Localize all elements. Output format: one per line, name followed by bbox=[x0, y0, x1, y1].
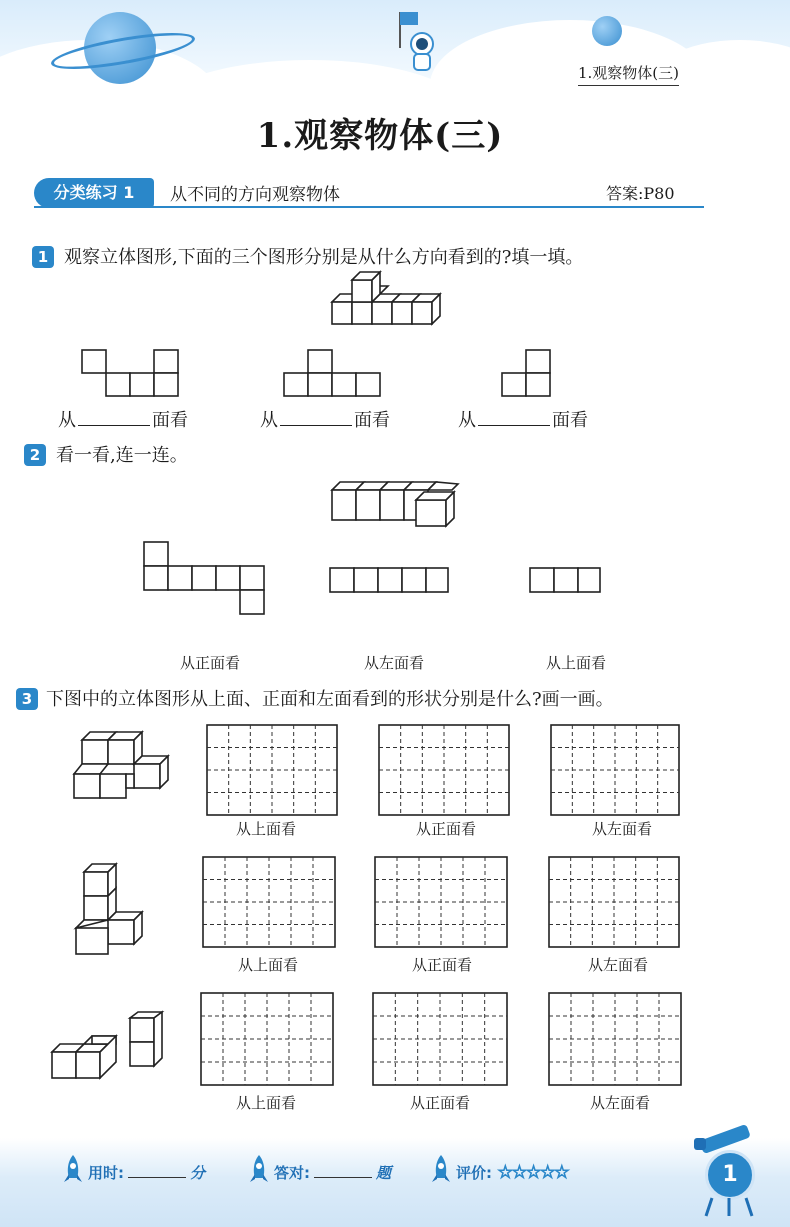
q1-blank-prefix: 从 bbox=[458, 410, 476, 431]
question-1-text: 观察立体图形,下面的三个图形分别是从什么方向看到的?填一填。 bbox=[64, 247, 584, 268]
q3-caption-top: 从上面看 bbox=[235, 820, 296, 838]
rating-label: 评价: bbox=[456, 1164, 492, 1182]
drawing-grid-row2-front[interactable] bbox=[374, 856, 508, 948]
question-number-3: 3 bbox=[16, 688, 38, 710]
q1-view-a bbox=[80, 348, 180, 396]
corner-title: 1.观察物体(三) bbox=[578, 62, 679, 86]
q3-caption-left: 从左面看 bbox=[589, 1094, 650, 1112]
rocket-icon bbox=[430, 1154, 452, 1184]
q1-view-b bbox=[284, 348, 380, 396]
drawing-grid-row3-left[interactable] bbox=[548, 992, 682, 1086]
q3-caption-left: 从左面看 bbox=[587, 956, 648, 974]
correct-label: 答对: bbox=[274, 1164, 310, 1182]
q3-solid-3 bbox=[50, 1010, 170, 1082]
q3-solid-1 bbox=[72, 730, 172, 800]
time-input[interactable] bbox=[128, 1177, 186, 1178]
q1-blank-suffix: 面看 bbox=[552, 410, 588, 431]
q3-caption-top: 从上面看 bbox=[235, 1094, 296, 1112]
q3-caption-left: 从左面看 bbox=[591, 820, 652, 838]
q1-blank-prefix: 从 bbox=[260, 410, 278, 431]
q3-solid-2 bbox=[74, 860, 146, 956]
answer-blank[interactable] bbox=[78, 411, 150, 426]
page-title: 1.观察物体(三) bbox=[256, 116, 504, 156]
q2-view-a bbox=[144, 542, 266, 614]
footer-time[interactable] bbox=[88, 1162, 205, 1183]
question-2-text: 看一看,连一连。 bbox=[56, 445, 188, 466]
time-label: 用时: bbox=[88, 1164, 124, 1182]
drawing-grid-row1-left[interactable] bbox=[550, 724, 680, 816]
q1-blank-c[interactable] bbox=[458, 406, 588, 432]
q1-solid-figure bbox=[330, 278, 442, 338]
question-number-2: 2 bbox=[24, 444, 46, 466]
header-band bbox=[0, 0, 790, 120]
q2-view-b bbox=[330, 568, 450, 594]
q2-label-left: 从左面看 bbox=[363, 654, 424, 672]
rocket-icon bbox=[62, 1154, 84, 1184]
q1-blank-suffix: 面看 bbox=[354, 410, 390, 431]
footer-rating bbox=[456, 1162, 568, 1183]
drawing-grid-row3-front[interactable] bbox=[372, 992, 508, 1086]
section-badge: 分类练习 1 bbox=[34, 178, 154, 208]
drawing-grid-row1-front[interactable] bbox=[378, 724, 510, 816]
answer-blank[interactable] bbox=[280, 411, 352, 426]
q3-caption-front: 从正面看 bbox=[411, 956, 472, 974]
answer-reference: 答案:P80 bbox=[606, 184, 675, 203]
page-number: 1 bbox=[705, 1150, 755, 1200]
q1-blank-b[interactable] bbox=[260, 406, 390, 432]
q2-label-top: 从上面看 bbox=[545, 654, 606, 672]
small-planet-icon bbox=[592, 16, 622, 46]
drawing-grid-row2-left[interactable] bbox=[548, 856, 680, 948]
q3-caption-top: 从上面看 bbox=[237, 956, 298, 974]
answer-blank[interactable] bbox=[478, 411, 550, 426]
correct-unit: 题 bbox=[376, 1164, 392, 1182]
drawing-grid-row1-top[interactable] bbox=[206, 724, 338, 816]
q1-blank-suffix: 面看 bbox=[152, 410, 188, 431]
footer-correct[interactable] bbox=[274, 1162, 391, 1183]
q3-caption-front: 从正面看 bbox=[415, 820, 476, 838]
q1-blank-a[interactable] bbox=[58, 406, 188, 432]
drawing-grid-row3-top[interactable] bbox=[200, 992, 334, 1086]
q3-caption-front: 从正面看 bbox=[409, 1094, 470, 1112]
drawing-grid-row2-top[interactable] bbox=[202, 856, 336, 948]
q1-view-c bbox=[502, 348, 552, 396]
section-subtitle: 从不同的方向观察物体 bbox=[170, 185, 340, 205]
q2-label-front: 从正面看 bbox=[179, 654, 240, 672]
question-3-text: 下图中的立体图形从上面、正面和左面看到的形状分别是什么?画一画。 bbox=[46, 689, 614, 710]
q2-solid-figure bbox=[330, 476, 460, 530]
q1-blank-prefix: 从 bbox=[58, 410, 76, 431]
astronaut-icon bbox=[388, 8, 448, 78]
q2-view-c bbox=[530, 568, 602, 594]
question-number-1: 1 bbox=[32, 246, 54, 268]
correct-input[interactable] bbox=[314, 1177, 372, 1178]
page-number-stand-icon bbox=[704, 1196, 754, 1220]
rocket-icon bbox=[248, 1154, 270, 1184]
rating-stars[interactable]: ☆☆☆☆☆ bbox=[497, 1162, 568, 1183]
time-unit: 分 bbox=[190, 1164, 206, 1182]
